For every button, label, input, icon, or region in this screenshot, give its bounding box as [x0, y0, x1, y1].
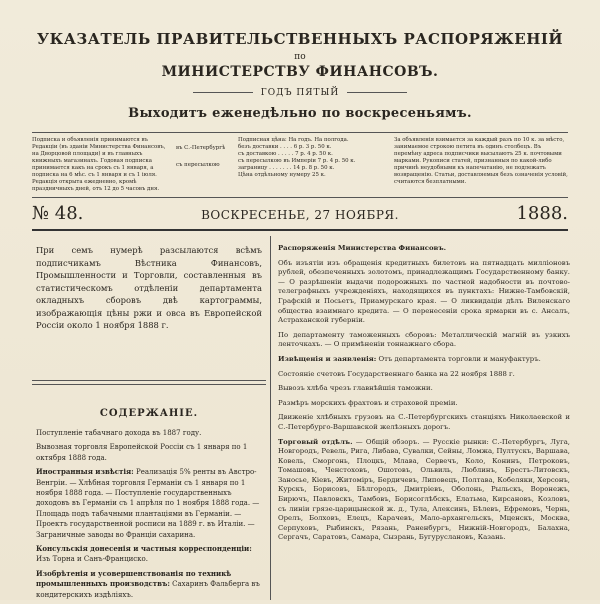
price-row: заграницу . . . . . . . 14 р. 8 р. 50 к. [238, 165, 335, 171]
city-label-post: съ пересылкою [176, 162, 220, 168]
price-table [238, 137, 384, 179]
city-label-spb: въ С.-Петербургѣ [176, 145, 226, 151]
price-row: Цѣна отдѣльному нумеру 25 к. [238, 172, 326, 178]
price-table-header: Подписная цѣна: На годъ. На полгода. [238, 137, 349, 143]
contents-heading: СОДЕРЖАНІЕ. [99, 408, 199, 419]
intro-notice: При семъ нумерѣ разсылаются всѣмъ подписчикамъ Вѣстника Финансовъ, Промышленности и Торговли, составленныя въ статистическомъ отдѣленіи департамента окладныхъ сборовъ двѣ картограммы, изображающія цѣны ржи и овса въ Европейской Россіи около 1 ноября 1888 г. [36, 245, 262, 330]
masthead-weekly: Выходитъ еженедѣльно по воскресеньямъ. [128, 106, 472, 121]
advertising-terms: За объявленія взимается за каждый разъ по 10 к. за мѣсто, занимаемое строкою петита въ одинъ столбецъ. Въ перемѣну адреса подписчики высылаютъ 25 к. почтовыми марками. Рукописи статей, признанныя по какой-либо причинѣ неудобными къ напечатанію, не подлежатъ возвращенію. Статьи, доставляемыя безъ означенія условій, считаются безплатными. [394, 137, 568, 185]
subscription-info [32, 132, 568, 198]
masthead-po: по [294, 52, 306, 62]
masthead-title: УКАЗАТЕЛЬ ПРАВИТЕЛЬСТВЕННЫХЪ РАСПОРЯЖЕНІЙ [36, 30, 564, 48]
right-item: Торговый отдѣлъ. — Общій обзоръ. — Русскіе рынки: С.-Петербургъ, Луга, Новгородъ, Ревель, Рига, Либава, Сувалки, Сейны, Ломжа, Пултускъ, Варшава, Ковель, Сморгонь, Плоцкъ, Млава, Сервечъ, Коло, Конинъ, Петроковъ, Томашовъ, Ченстоховъ, Ошотовъ, Ольвиль, Люблинъ, Брестъ-Литовскъ, Заносье, Кіевъ, Житоміръ, Бердичевъ, Липовецъ, Полтава, Кобеляки, Херсонъ, Курскъ, Борисовъ, Бѣлгородъ, Дмитріевъ, Оболонь, Рыльскъ, Воронежъ, Бирючъ, Павловскъ, Тамбовъ, Борисоглѣбскъ, Елатьма, Кирсановъ, Козловъ, съ линіи грязе-царицынской ж. д., Тула, Алексинъ, Бѣлевъ, Ефремовъ, Чернь, Орелъ, Болховъ, Елецъ, Карачевъ, Мало-архангельскъ, Мценскъ, Москва, Серпуховъ, Рыбинскъ, Рязань, Раненбургъ, Нижній-Новгородъ, Балахна, Сергачъ, Саратовъ, Самара, Сызрань, Бугуруслановъ, Казань. [278, 437, 571, 542]
price-row: съ пересылкою въ Имперіи 7 р. 4 р. 50 к. [238, 158, 356, 164]
column-divider [270, 236, 271, 600]
left-column-rule [32, 380, 266, 381]
right-item: Размѣръ морскихъ фрахтовъ и страховой преміи. [278, 398, 458, 407]
price-row: съ доставкою . . . . . 7 р. 4 р. 50 к. [238, 151, 333, 157]
right-column [278, 244, 570, 548]
masthead-subtitle: МИНИСТЕРСТВУ ФИНАНСОВЪ. [161, 64, 439, 80]
price-row: безъ доставки . . . . 6 р. 3 р. 50 к. [238, 144, 332, 150]
right-item: По департаменту таможенныхъ сборовъ: Металлическій магній въ узкихъ ленточкахъ. — О примѣненіи тоннажнаго сбора. [278, 330, 570, 349]
subscription-terms: Подписка и объявленія принимаются въ Редакціи (въ зданіи Министерства Финансовъ, на Дворцовой площади) и въ главныхъ книжныхъ магазинахъ. Годовая подписка принимается какъ на срокъ съ 1 января, а подписка на 6 мѣс. съ 1 января и съ 1 іюля. Редакція открыта ежедневно, кромѣ праздничныхъ дней, отъ 12 до 5 часовъ дня. [32, 137, 166, 192]
contents-item: Изобрѣтенія и усовершенствованія по техникѣ промышленныхъ производствъ: Сахаринъ Фальберга въ кондитерскихъ издѣліяхъ. [36, 568, 260, 599]
left-column-rule [32, 384, 266, 385]
contents-item: Поступленіе табачнаго дохода въ 1887 году. [36, 429, 202, 437]
right-item: Извѣщенія и заявленія: Отъ департамента торговли и мануфактуръ. [278, 354, 541, 363]
right-item: Распоряженія Министерства Финансовъ. [278, 244, 447, 252]
subscription-cities [176, 145, 236, 169]
issue-year: 1888. [516, 203, 568, 224]
masthead-year: ГОДЪ ПЯТЫЙ [0, 88, 600, 98]
contents-item: Вывозная торговля Европейской Россіи съ 1 января по 1 октября 1888 года. [36, 443, 248, 462]
right-item: Состояніе счетовъ Государственнаго банка на 22 ноября 1888 г. [278, 369, 515, 378]
right-item: Движеніе хлѣбныхъ грузовъ на С.-Петербургскихъ станціяхъ Николаевской и С.-Петербурго-Варшавской желѣзныхъ дорогъ. [278, 413, 570, 431]
contents-item: Иностранныя извѣстія: Реализація 5% ренты въ Австро-Венгріи. — Хлѣбная торговля Германіи съ 1 января по 1 ноября 1888 года. — Поступленіе государственныхъ доходовъ въ Германіи съ 1 апрѣля по 1 ноября 1888 года. — Площадь подъ табачными плантаціями въ Германіи. — Проектъ государственной росписи на 1889 г. въ Италіи. — Заграничные заводы во Франціи сахарина. [36, 467, 260, 539]
contents-item: Консульскія донесенія и частныя корреспонденціи: Изъ Торна и Санъ-Франциско. [36, 544, 252, 564]
issue-date: ВОСКРЕСЕНЬЕ, 27 НОЯБРЯ. [201, 208, 399, 222]
issue-line [32, 203, 568, 231]
right-item: Вывозъ хлѣба чрезъ главнѣйшія таможни. [278, 384, 433, 393]
right-item: Объ изъятіи изъ обращенія кредитныхъ билетовъ на пятнадцать милліоновъ рублей, обезпеченныхъ золотомъ, принадлежащимъ Государственному банку. — О разрѣшеніи выдачи подорожныхъ по частной надобности въ почтово-телеграфныхъ учрежденіяхъ, находящихся въ пунктахъ: Нижне-Тамбовскій, Графскій и Посьетъ, Приамурскаго края. — О ликвидаціи дѣлъ Виленскаго общества взаимнаго кредита. — О перенесеніи срока ярмарки въ с. Ансалъ, Астраханской губерніи. [278, 258, 570, 325]
contents-list [36, 428, 264, 604]
issue-number: № 48. [32, 203, 84, 224]
